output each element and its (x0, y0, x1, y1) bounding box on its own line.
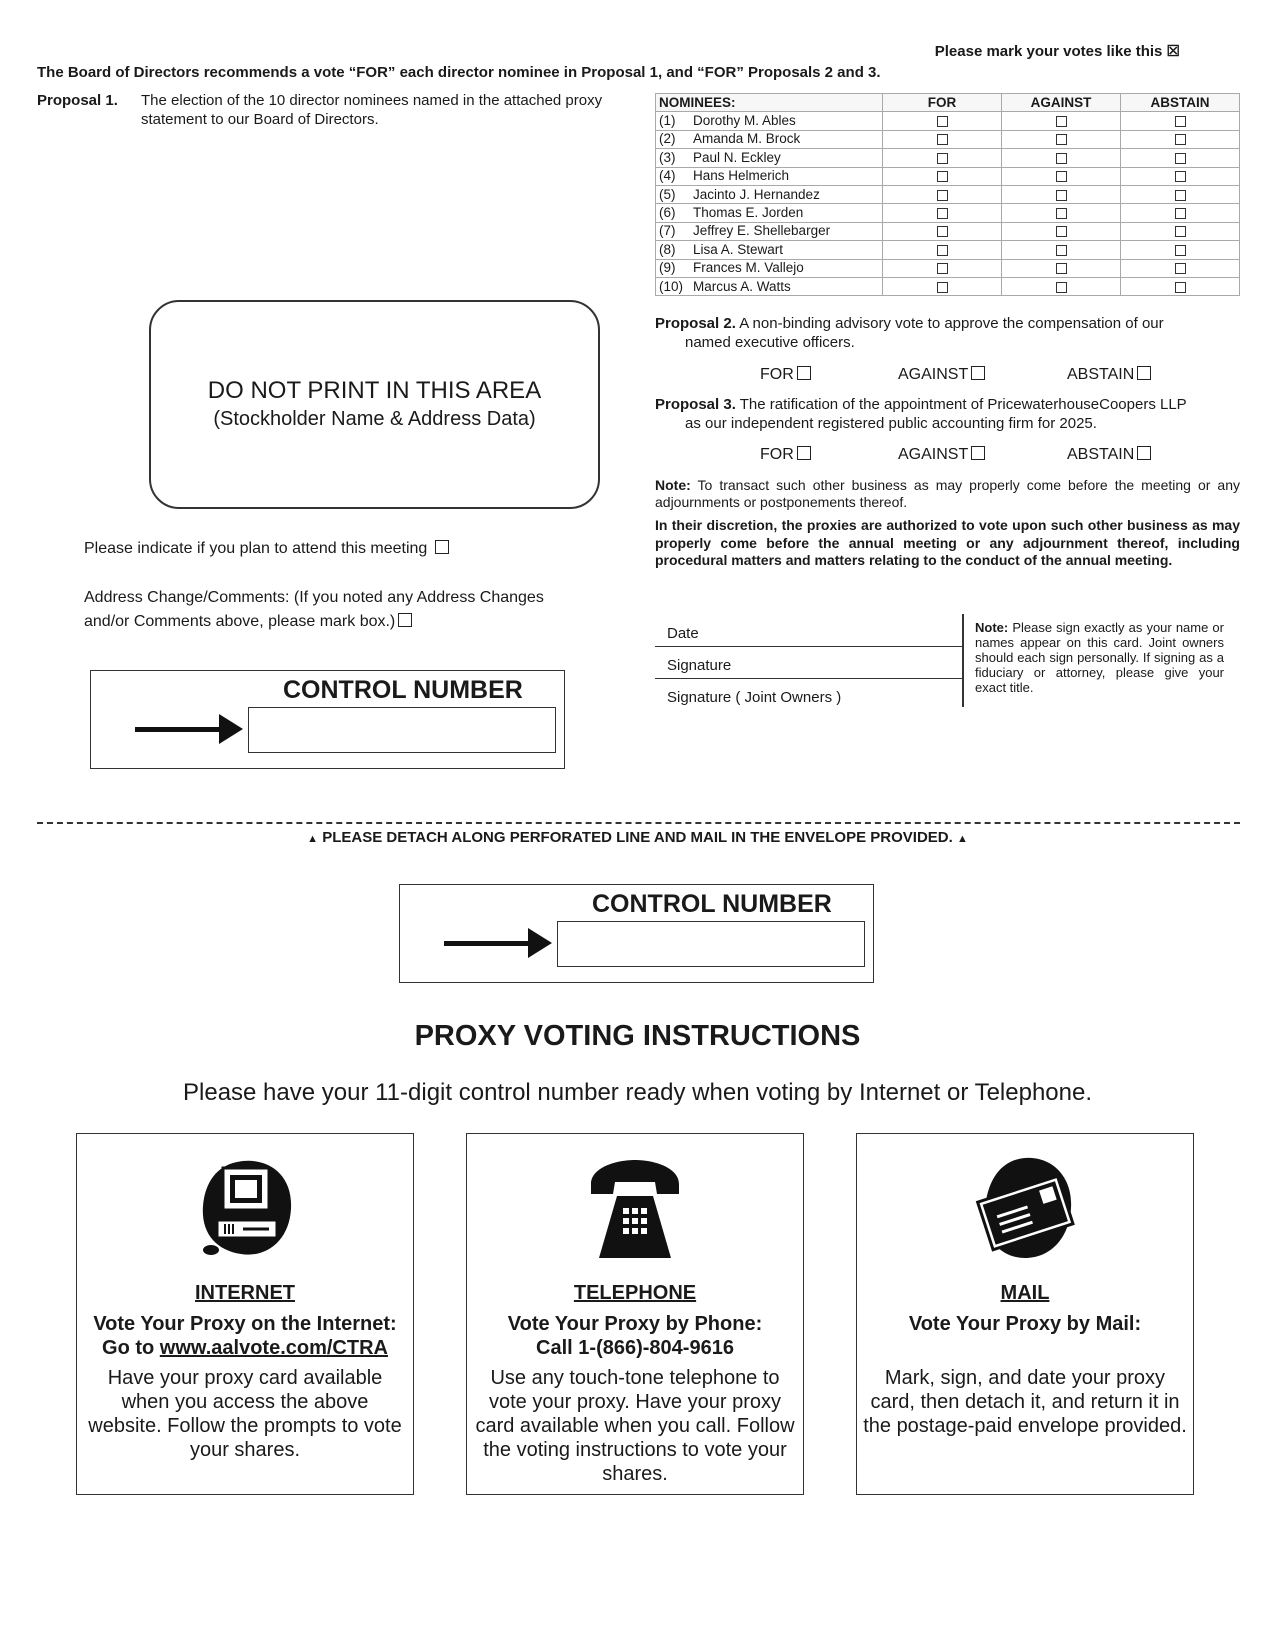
signing-note-label: Note: (975, 620, 1009, 635)
against-label: AGAINST (898, 446, 969, 463)
mail-card (856, 1133, 1194, 1495)
nominee-name: Thomas E. Jorden (690, 204, 883, 222)
nominee-for-checkbox[interactable] (937, 245, 948, 256)
nominee-row (656, 277, 1240, 295)
nominee-abstain-cell (1121, 167, 1240, 185)
nominees-header: NOMINEES: (656, 94, 883, 112)
date-line[interactable] (655, 614, 962, 647)
telephone-icon (585, 1154, 685, 1264)
nominee-for-checkbox[interactable] (937, 190, 948, 201)
nominee-abstain-cell (1121, 149, 1240, 167)
nominee-for-checkbox[interactable] (937, 208, 948, 219)
address-change-checkbox[interactable] (398, 613, 412, 627)
arrow-head-icon (528, 928, 552, 958)
signature-line[interactable] (655, 646, 962, 679)
nominee-for-checkbox[interactable] (937, 263, 948, 274)
detach-text: PLEASE DETACH ALONG PERFORATED LINE AND MAIL IN THE ENVELOPE PROVIDED. (322, 829, 953, 846)
nominee-against-cell (1002, 149, 1121, 167)
proposal-3-against[interactable] (898, 446, 985, 464)
perforated-line (37, 822, 1240, 824)
nominee-number: (9) (656, 259, 691, 277)
nominee-against-checkbox[interactable] (1056, 208, 1067, 219)
proposal-2-text-2: named executive officers. (685, 334, 855, 351)
nominee-name: Jeffrey E. Shellebarger (690, 222, 883, 240)
nominee-name: Lisa A. Stewart (690, 241, 883, 259)
internet-body: Have your proxy card available when you access the above website. Follow the prompts to vote your shares. (88, 1367, 402, 1461)
against-label: AGAINST (898, 366, 969, 383)
nominee-number: (7) (656, 222, 691, 240)
nominee-against-cell (1002, 112, 1121, 130)
nominee-number: (1) (656, 112, 691, 130)
arrow-head-icon (219, 714, 243, 744)
nominee-abstain-checkbox[interactable] (1175, 116, 1186, 127)
nominee-for-cell (883, 167, 1002, 185)
nominee-abstain-checkbox[interactable] (1175, 263, 1186, 274)
proposal-2-abstain[interactable] (1067, 366, 1151, 384)
nominee-for-checkbox[interactable] (937, 226, 948, 237)
nominee-against-cell (1002, 185, 1121, 203)
address-change-line2: and/or Comments above, please mark box.) (84, 613, 396, 630)
nominee-abstain-cell (1121, 259, 1240, 277)
nominee-against-checkbox[interactable] (1056, 226, 1067, 237)
nominee-abstain-cell (1121, 204, 1240, 222)
nominee-abstain-cell (1121, 112, 1240, 130)
nominee-against-cell (1002, 277, 1121, 295)
nominee-against-cell (1002, 222, 1121, 240)
control-number-field[interactable] (248, 707, 556, 753)
nominee-for-cell (883, 130, 1002, 148)
proposal-2-text-1: A non-binding advisory vote to approve the compensation of our (739, 315, 1164, 332)
nominee-against-cell (1002, 204, 1121, 222)
proposal-2-against[interactable] (898, 366, 985, 384)
nominee-row (656, 185, 1240, 203)
nominee-for-cell (883, 149, 1002, 167)
proposal-3-abstain-checkbox[interactable] (1137, 446, 1151, 460)
do-not-print-subtext: (Stockholder Name & Address Data) (213, 408, 536, 430)
abstain-label: ABSTAIN (1067, 366, 1135, 383)
nominee-abstain-cell (1121, 130, 1240, 148)
nominee-number: (8) (656, 241, 691, 259)
date-label: Date (667, 625, 699, 642)
for-label: FOR (760, 446, 794, 463)
nominee-name: Dorothy M. Ables (690, 112, 883, 130)
nominee-against-checkbox[interactable] (1056, 134, 1067, 145)
nominee-for-cell (883, 185, 1002, 203)
proposal-2-against-checkbox[interactable] (971, 366, 985, 380)
nominee-against-cell (1002, 259, 1121, 277)
triangle-up-icon: ▲ (956, 833, 968, 845)
proposal-3-text-2: as our independent registered public accounting firm for 2025. (685, 415, 1097, 432)
nominee-for-cell (883, 204, 1002, 222)
mail-body: Mark, sign, and date your proxy card, then detach it, and return it in the postage-paid envelope provided. (863, 1367, 1187, 1437)
proposal-3-for-checkbox[interactable] (797, 446, 811, 460)
proposal-3 (655, 395, 1240, 433)
checked-box-icon: ☒ (1166, 43, 1180, 60)
triangle-up-icon: ▲ (307, 833, 319, 845)
nominee-abstain-checkbox[interactable] (1175, 171, 1186, 182)
signature-label: Signature (667, 657, 732, 674)
signing-note (975, 620, 1224, 695)
nominee-against-checkbox[interactable] (1056, 263, 1067, 274)
abstain-label: ABSTAIN (1067, 446, 1135, 463)
nominee-number: (2) (656, 130, 691, 148)
nominee-row (656, 149, 1240, 167)
nominee-for-checkbox[interactable] (937, 282, 948, 293)
joint-signature-label: Signature ( Joint Owners ) (667, 689, 842, 706)
attend-meeting-checkbox[interactable] (435, 540, 449, 554)
signature-divider (962, 614, 964, 707)
mail-title: MAIL (1000, 1282, 1050, 1304)
nominee-for-cell (883, 222, 1002, 240)
nominee-number: (4) (656, 167, 691, 185)
nominee-for-cell (883, 277, 1002, 295)
joint-signature-line[interactable] (655, 678, 962, 710)
note-label: Note: (655, 477, 691, 493)
internet-heading-1: Vote Your Proxy on the Internet: (93, 1313, 397, 1335)
proposal-3-label: Proposal 3. (655, 396, 736, 413)
nominee-row (656, 112, 1240, 130)
telephone-title: TELEPHONE (573, 1282, 697, 1304)
nominee-abstain-checkbox[interactable] (1175, 226, 1186, 237)
address-change-line1: Address Change/Comments: (If you noted any Address Changes (84, 589, 544, 606)
proposal-3-text-1: The ratification of the appointment of PricewaterhouseCoopers LLP (739, 396, 1187, 413)
proposal-1-label: Proposal 1. (37, 92, 118, 109)
proposal-2-label: Proposal 2. (655, 315, 736, 332)
nominee-name: Hans Helmerich (690, 167, 883, 185)
control-number-label: CONTROL NUMBER (283, 676, 523, 704)
detach-instruction (0, 829, 1275, 846)
nominee-abstain-checkbox[interactable] (1175, 282, 1186, 293)
address-change-option (84, 586, 584, 634)
nominee-number: (6) (656, 204, 691, 222)
telephone-card (466, 1133, 804, 1495)
proposal-2-for-checkbox[interactable] (797, 366, 811, 380)
nominee-for-checkbox[interactable] (937, 171, 948, 182)
nominee-for-cell (883, 241, 1002, 259)
nominee-for-checkbox[interactable] (937, 153, 948, 164)
attend-meeting-option (84, 540, 449, 558)
discretion-statement: In their discretion, the proxies are authorized to vote upon such other business as may properly come before the annual meeting or any adjournment thereof, including procedural matters and matters relating to the conduct of the annual meeting. (655, 517, 1240, 569)
nominee-against-checkbox[interactable] (1056, 245, 1067, 256)
internet-url-link[interactable]: www.aalvote.com/CTRA (159, 1337, 388, 1359)
control-number-label: CONTROL NUMBER (592, 890, 832, 918)
nominee-against-checkbox[interactable] (1056, 190, 1067, 201)
internet-heading (77, 1312, 413, 1360)
nominee-abstain-checkbox[interactable] (1175, 208, 1186, 219)
nominee-against-cell (1002, 130, 1121, 148)
for-label: FOR (760, 366, 794, 383)
arrow-right-icon (444, 941, 530, 946)
nominee-name: Jacinto J. Hernandez (690, 185, 883, 203)
nominee-against-cell (1002, 167, 1121, 185)
nominee-abstain-checkbox[interactable] (1175, 190, 1186, 201)
nominee-for-checkbox[interactable] (937, 116, 948, 127)
nominee-against-checkbox[interactable] (1056, 116, 1067, 127)
internet-title: INTERNET (195, 1282, 295, 1304)
nominee-abstain-checkbox[interactable] (1175, 245, 1186, 256)
telephone-body: Use any touch-tone telephone to vote your proxy. Have your proxy card available when you call. Follow the voting instructions to vote your shares. (475, 1367, 795, 1485)
nominees-header-row (656, 94, 1240, 112)
abstain-header: ABSTAIN (1121, 94, 1240, 112)
nominee-abstain-cell (1121, 185, 1240, 203)
nominee-row (656, 204, 1240, 222)
control-number-box-stub (399, 884, 874, 983)
telephone-number: Call 1-(866)-804-9616 (536, 1337, 734, 1359)
nominee-for-cell (883, 112, 1002, 130)
nominee-abstain-checkbox[interactable] (1175, 134, 1186, 145)
for-header: FOR (883, 94, 1002, 112)
nominee-row (656, 241, 1240, 259)
mail-heading: Vote Your Proxy by Mail: (908, 1313, 1142, 1335)
nominee-name: Marcus A. Watts (690, 277, 883, 295)
internet-heading-prefix: Go to (102, 1337, 160, 1359)
nominee-name: Amanda M. Brock (690, 130, 883, 148)
proposal-2-abstain-checkbox[interactable] (1137, 366, 1151, 380)
telephone-heading (467, 1312, 803, 1360)
mark-votes-text: Please mark your votes like this (934, 43, 1163, 60)
telephone-heading-1: Vote Your Proxy by Phone: (507, 1313, 763, 1335)
board-recommendation: The Board of Directors recommends a vote “FOR” each director nominee in Proposal 1, and “FOR” Proposals 2 and 3. (37, 64, 881, 81)
nominees-table (655, 93, 1240, 296)
nominee-row (656, 259, 1240, 277)
nominee-row (656, 222, 1240, 240)
nominee-number: (5) (656, 185, 691, 203)
proposal-3-against-checkbox[interactable] (971, 446, 985, 460)
note-text: To transact such other business as may properly come before the meeting or any adjournments or postponements thereof. (655, 477, 1241, 510)
internet-card (76, 1133, 414, 1495)
proposal-1-text: The election of the 10 director nominees named in the attached proxy statement to our Board of Directors. (141, 92, 603, 128)
nominee-abstain-cell (1121, 277, 1240, 295)
proposal-2-for[interactable] (760, 366, 811, 384)
signing-note-text: Please sign exactly as your name or names appear on this card. Joint owners should each sign personally. If signing as a fiduciary or attorney, please give your exact title. (975, 620, 1224, 695)
mark-votes-instruction (935, 42, 1180, 60)
nominee-row (656, 130, 1240, 148)
nominee-against-checkbox[interactable] (1056, 171, 1067, 182)
nominee-number: (3) (656, 149, 691, 167)
mail-envelope-icon (975, 1154, 1075, 1264)
against-header: AGAINST (1002, 94, 1121, 112)
nominee-against-checkbox[interactable] (1056, 282, 1067, 293)
proposal-3-abstain[interactable] (1067, 446, 1151, 464)
computer-icon (195, 1154, 295, 1264)
nominee-abstain-checkbox[interactable] (1175, 153, 1186, 164)
proxy-voting-instructions-subtitle: Please have your 11-digit control number ready when voting by Internet or Telephone. (183, 1079, 1092, 1106)
arrow-right-icon (135, 727, 221, 732)
control-number-box (90, 670, 565, 769)
nominee-against-cell (1002, 241, 1121, 259)
attend-meeting-label: Please indicate if you plan to attend this meeting (84, 540, 428, 557)
stockholder-address-area (149, 300, 600, 509)
nominee-for-cell (883, 259, 1002, 277)
nominee-abstain-cell (1121, 241, 1240, 259)
proposal-3-for[interactable] (760, 446, 811, 464)
control-number-field[interactable] (557, 921, 865, 967)
nominee-name: Frances M. Vallejo (690, 259, 883, 277)
nominee-row (656, 167, 1240, 185)
nominee-name: Paul N. Eckley (690, 149, 883, 167)
nominee-for-checkbox[interactable] (937, 134, 948, 145)
nominee-against-checkbox[interactable] (1056, 153, 1067, 164)
do-not-print-heading: DO NOT PRINT IN THIS AREA (207, 377, 542, 404)
proposal-2 (655, 314, 1240, 352)
nominee-abstain-cell (1121, 222, 1240, 240)
other-business-note (655, 477, 1240, 511)
proxy-voting-instructions-title: PROXY VOTING INSTRUCTIONS (414, 1020, 861, 1052)
nominee-number: (10) (656, 277, 691, 295)
